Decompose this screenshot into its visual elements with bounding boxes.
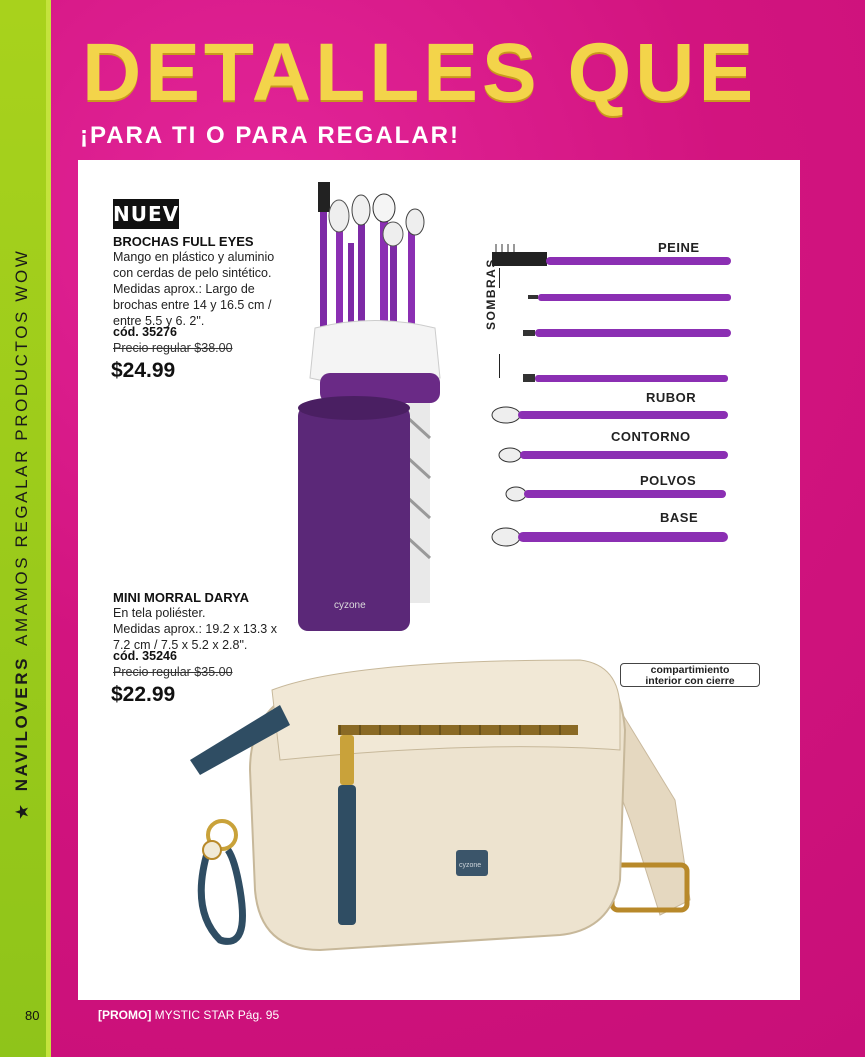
label-base: BASE	[660, 510, 699, 525]
crossbody-bag-image	[180, 650, 700, 990]
case-brand-text: cyzone	[334, 600, 366, 611]
promo-price: $22.99	[111, 683, 176, 706]
side-banner-bold: NAVILOVERS	[12, 655, 31, 792]
sombras-line-bottom	[499, 354, 500, 378]
desc-line: 7.2 cm / 7.5 x 5.2 x 2.8".	[113, 638, 248, 652]
brush-lineup-image	[488, 232, 738, 552]
product-code: cód. 35246	[113, 649, 177, 663]
regular-price: Precio regular $35.00	[113, 665, 233, 679]
regular-price: Precio regular $38.00	[113, 341, 233, 355]
sombras-line-top	[499, 268, 500, 288]
side-banner-edge	[46, 0, 51, 1057]
product-code: cód. 35276	[113, 325, 177, 339]
label-contorno: CONTORNO	[611, 429, 691, 444]
callout-line: interior con cierre	[645, 675, 735, 687]
page-title: DETALLES QUE	[82, 27, 758, 118]
bag-tag-text: cyzone	[459, 862, 482, 869]
side-banner-text	[7, 240, 37, 820]
page-number: 80	[25, 1008, 40, 1023]
product-name: BROCHAS FULL EYES	[113, 234, 254, 249]
promo-price: $24.99	[111, 359, 176, 382]
label-polvos: POLVOS	[640, 473, 697, 488]
page-subtitle: ¡PARA TI O PARA REGALAR!	[80, 122, 460, 149]
desc-line: brochas entre 14 y 16.5 cm /	[113, 298, 272, 312]
promo-tag: [PROMO]	[98, 1008, 152, 1022]
desc-line: En tela poliéster.	[113, 606, 206, 620]
product-name: MINI MORRAL DARYA	[113, 590, 250, 605]
desc-line: con cerdas de pelo sintético.	[113, 266, 272, 280]
desc-line: Mango en plástico y aluminio	[113, 250, 275, 264]
brush-set-image	[290, 178, 470, 638]
feature-callout	[620, 663, 760, 687]
label-sombras-text: SOMBRAS	[484, 258, 498, 330]
star-icon: ★	[11, 801, 32, 820]
product-description	[113, 605, 283, 653]
label-peine: PEINE	[658, 240, 700, 255]
new-badge: NUEVO	[113, 199, 179, 229]
label-rubor: RUBOR	[646, 390, 697, 405]
product-description	[113, 249, 283, 329]
desc-line: entre 5.5 y 6. 2".	[113, 314, 205, 328]
callout-line: compartimiento	[650, 664, 730, 676]
promo-text: MYSTIC STAR Pág. 95	[151, 1008, 280, 1022]
side-banner-tagline: AMAMOS REGALAR PRODUCTOS WOW	[12, 248, 31, 646]
desc-line: Medidas aprox.: 19.2 x 13.3 x	[113, 622, 277, 636]
desc-line: Medidas aprox.: Largo de	[113, 282, 255, 296]
promo-footer	[98, 1008, 279, 1022]
